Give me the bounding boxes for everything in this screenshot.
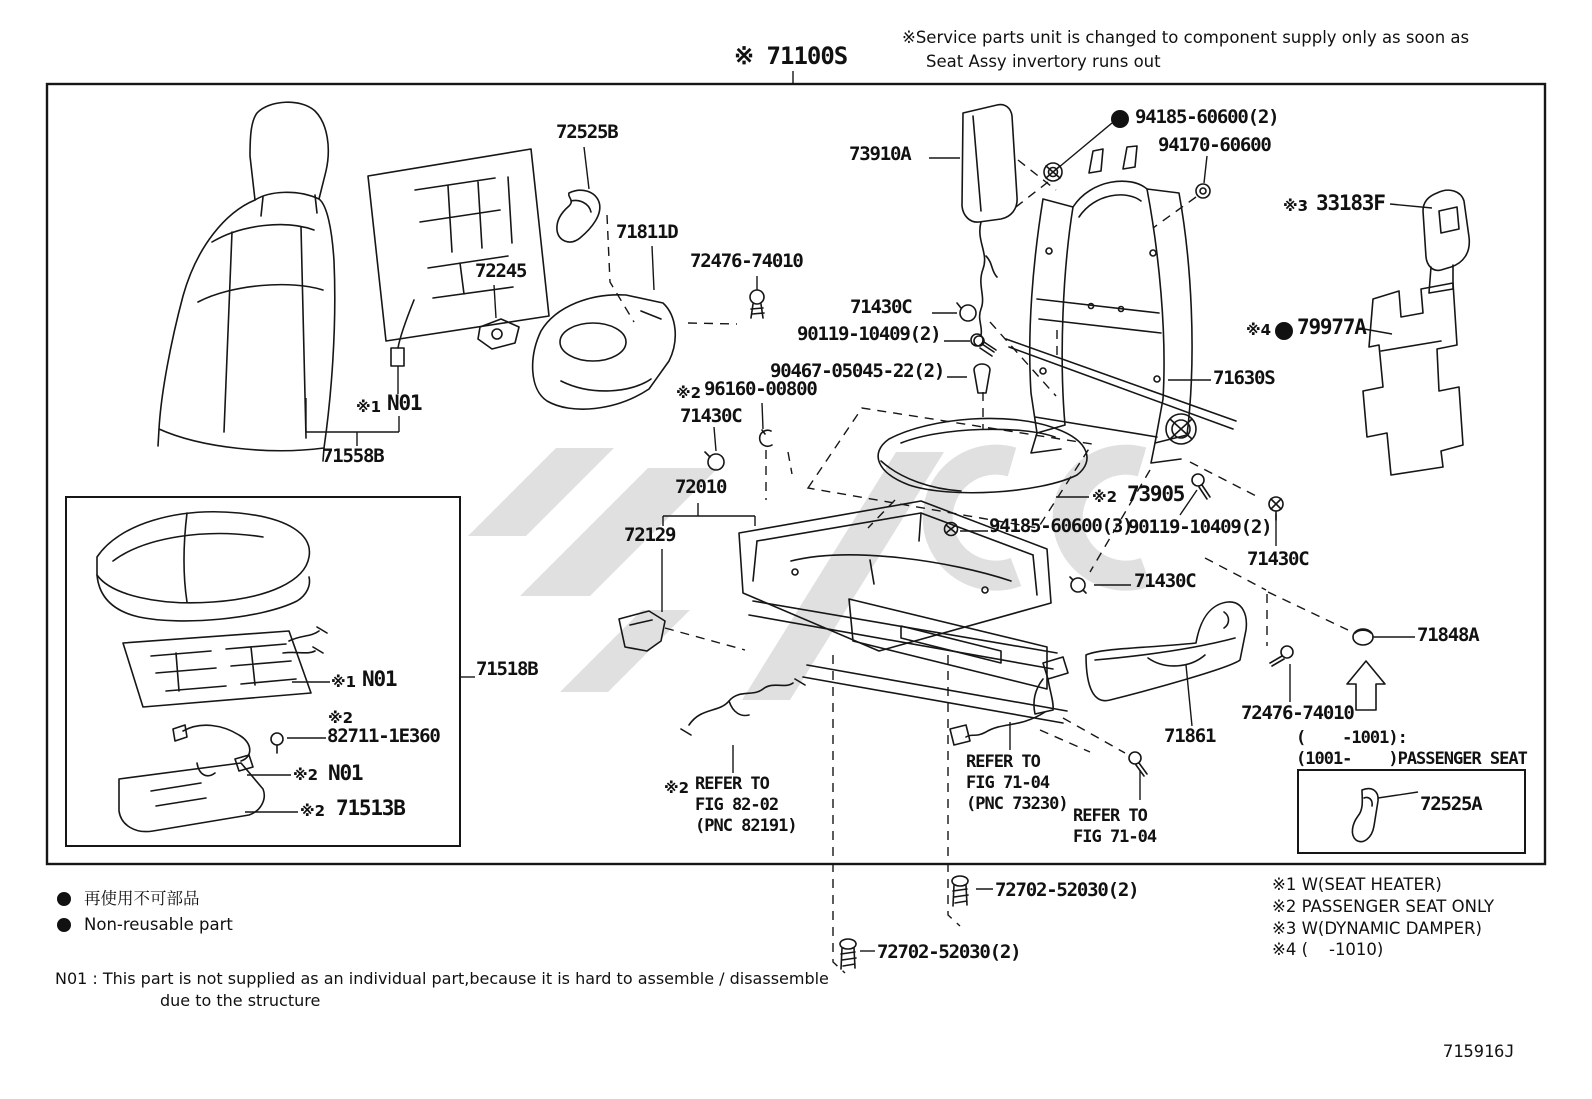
n01-note-line2: due to the structure	[160, 991, 321, 1010]
label-note1-mark-a: ※1	[356, 398, 382, 416]
label-72525B: 72525B	[556, 121, 618, 143]
silencer-sheet-drawing	[1363, 283, 1463, 475]
label-note1-mark-b: ※1	[331, 673, 357, 691]
label-note2-mark-71513B: ※2	[300, 802, 326, 820]
legend-dynamic-damper: ※3 W(DYNAMIC DAMPER)	[1272, 919, 1482, 938]
label-82711-1E360: 82711-1E360	[327, 725, 440, 747]
refer7104-line1: REFER TO	[1073, 806, 1147, 826]
side-airbag-drawing	[962, 105, 1017, 346]
document-id: 715916J	[1443, 1042, 1515, 1062]
label-note3-mark: ※3	[1283, 197, 1309, 215]
label-71558B: 71558B	[322, 445, 384, 467]
label-71430C-c: 71430C	[1247, 548, 1309, 570]
label-N01-b: N01	[362, 667, 397, 691]
label-71430C-d: 71430C	[1134, 570, 1196, 592]
label-72129: 72129	[624, 524, 676, 546]
service-note-line2: Seat Assy invertory runs out	[926, 52, 1161, 71]
refer82-line1: REFER TO	[695, 774, 769, 794]
refer73230-line1: REFER TO	[966, 752, 1040, 772]
legend-date-range: ※4 ( -1010)	[1272, 940, 1384, 959]
seat-cushion-drawing	[97, 512, 310, 621]
label-71630S: 71630S	[1213, 367, 1275, 389]
label-note2-mark-n01: ※2	[293, 766, 319, 784]
label-71430C-a: 71430C	[850, 296, 912, 318]
pad-71513B-drawing	[119, 763, 264, 832]
label-71430C-b: 71430C	[680, 405, 742, 427]
label-73910A: 73910A	[849, 143, 911, 165]
legend-seat-heater: ※1 W(SEAT HEATER)	[1272, 875, 1442, 894]
label-94185-60600-3: 94185-60600(3)	[989, 515, 1133, 537]
label-33183F: 33183F	[1316, 191, 1385, 215]
figure-code: ※ 71100S	[734, 42, 848, 70]
cap-71848A-drawing	[1347, 629, 1385, 710]
label-note2-mark-82711: ※2	[328, 709, 354, 727]
label-79977A: 79977A	[1297, 315, 1366, 339]
leader-lines	[245, 71, 1432, 951]
label-94170-60600: 94170-60600	[1158, 134, 1271, 156]
label-73905: 73905	[1127, 482, 1185, 506]
label-72245: 72245	[475, 260, 527, 282]
cushion-shield-drawing	[1086, 602, 1246, 701]
label-90119-10409-b: 90119-10409(2)	[1128, 516, 1272, 538]
refer73230-line3: (PNC 73230)	[966, 794, 1068, 814]
refer82-line2: FIG 82-02	[695, 795, 779, 815]
variant-line1: ( -1001):	[1296, 728, 1407, 748]
label-71861: 71861	[1164, 725, 1216, 747]
dynamic-damper-drawing	[1423, 190, 1469, 293]
label-note2-mark-73905: ※2	[1092, 488, 1118, 506]
label-71513B: 71513B	[336, 796, 405, 820]
label-note2-mark-96160: ※2	[676, 384, 702, 402]
seat-back-cover-drawing	[158, 102, 335, 461]
label-72702-52030-a: 72702-52030(2)	[995, 879, 1139, 901]
legend-passenger-only: ※2 PASSENGER SEAT ONLY	[1272, 897, 1495, 916]
n01-note-line1: N01 : This part is not supplied as an individual part,because it is hard to assemble / disassemble	[55, 969, 829, 988]
label-72476-74010-a: 72476-74010	[690, 250, 803, 272]
nonreusable-note-jp: 再使用不可部品	[84, 889, 200, 908]
label-72476-74010-b: 72476-74010	[1241, 702, 1354, 724]
refer73230-line2: FIG 71-04	[966, 773, 1050, 793]
label-71811D: 71811D	[616, 221, 678, 243]
grommet-94170-drawing	[1196, 184, 1210, 198]
label-N01-a: N01	[387, 391, 422, 415]
label-N01-c: N01	[328, 761, 363, 785]
service-note-line1: ※Service parts unit is changed to component supply only as soon as	[902, 28, 1470, 47]
seat-back-heater-drawing	[368, 149, 549, 366]
nonreusable-note-en: Non-reusable part	[84, 915, 233, 934]
label-note4-mark: ※4	[1246, 321, 1272, 339]
label-72010: 72010	[675, 476, 727, 498]
nut-94185-drawing	[1044, 163, 1062, 181]
label-90119-10409-a: 90119-10409(2)	[797, 323, 941, 345]
label-72525A: 72525A	[1420, 793, 1482, 815]
cushion-heater-drawing	[123, 627, 327, 707]
label-90467-05045: 90467-05045-22(2)	[770, 360, 945, 382]
refer82-note2-mark: ※2	[664, 779, 690, 797]
label-71848A: 71848A	[1417, 624, 1479, 646]
screw-72476a-drawing	[750, 290, 764, 318]
handle-72525A-drawing	[1352, 789, 1378, 842]
recline-handle-drawing	[557, 190, 600, 242]
label-72702-52030-b: 72702-52030(2)	[877, 941, 1021, 963]
label-71518B: 71518B	[476, 658, 538, 680]
refer82-line3: (PNC 82191)	[695, 816, 797, 836]
seat-shield-drawing	[533, 295, 676, 409]
variant-line2: (1001- )PASSENGER SEAT	[1296, 749, 1527, 769]
label-96160-00800: 96160-00800	[704, 378, 817, 400]
refer7104-line2: FIG 71-04	[1073, 827, 1157, 847]
label-94185-60600-2: 94185-60600(2)	[1135, 106, 1279, 128]
